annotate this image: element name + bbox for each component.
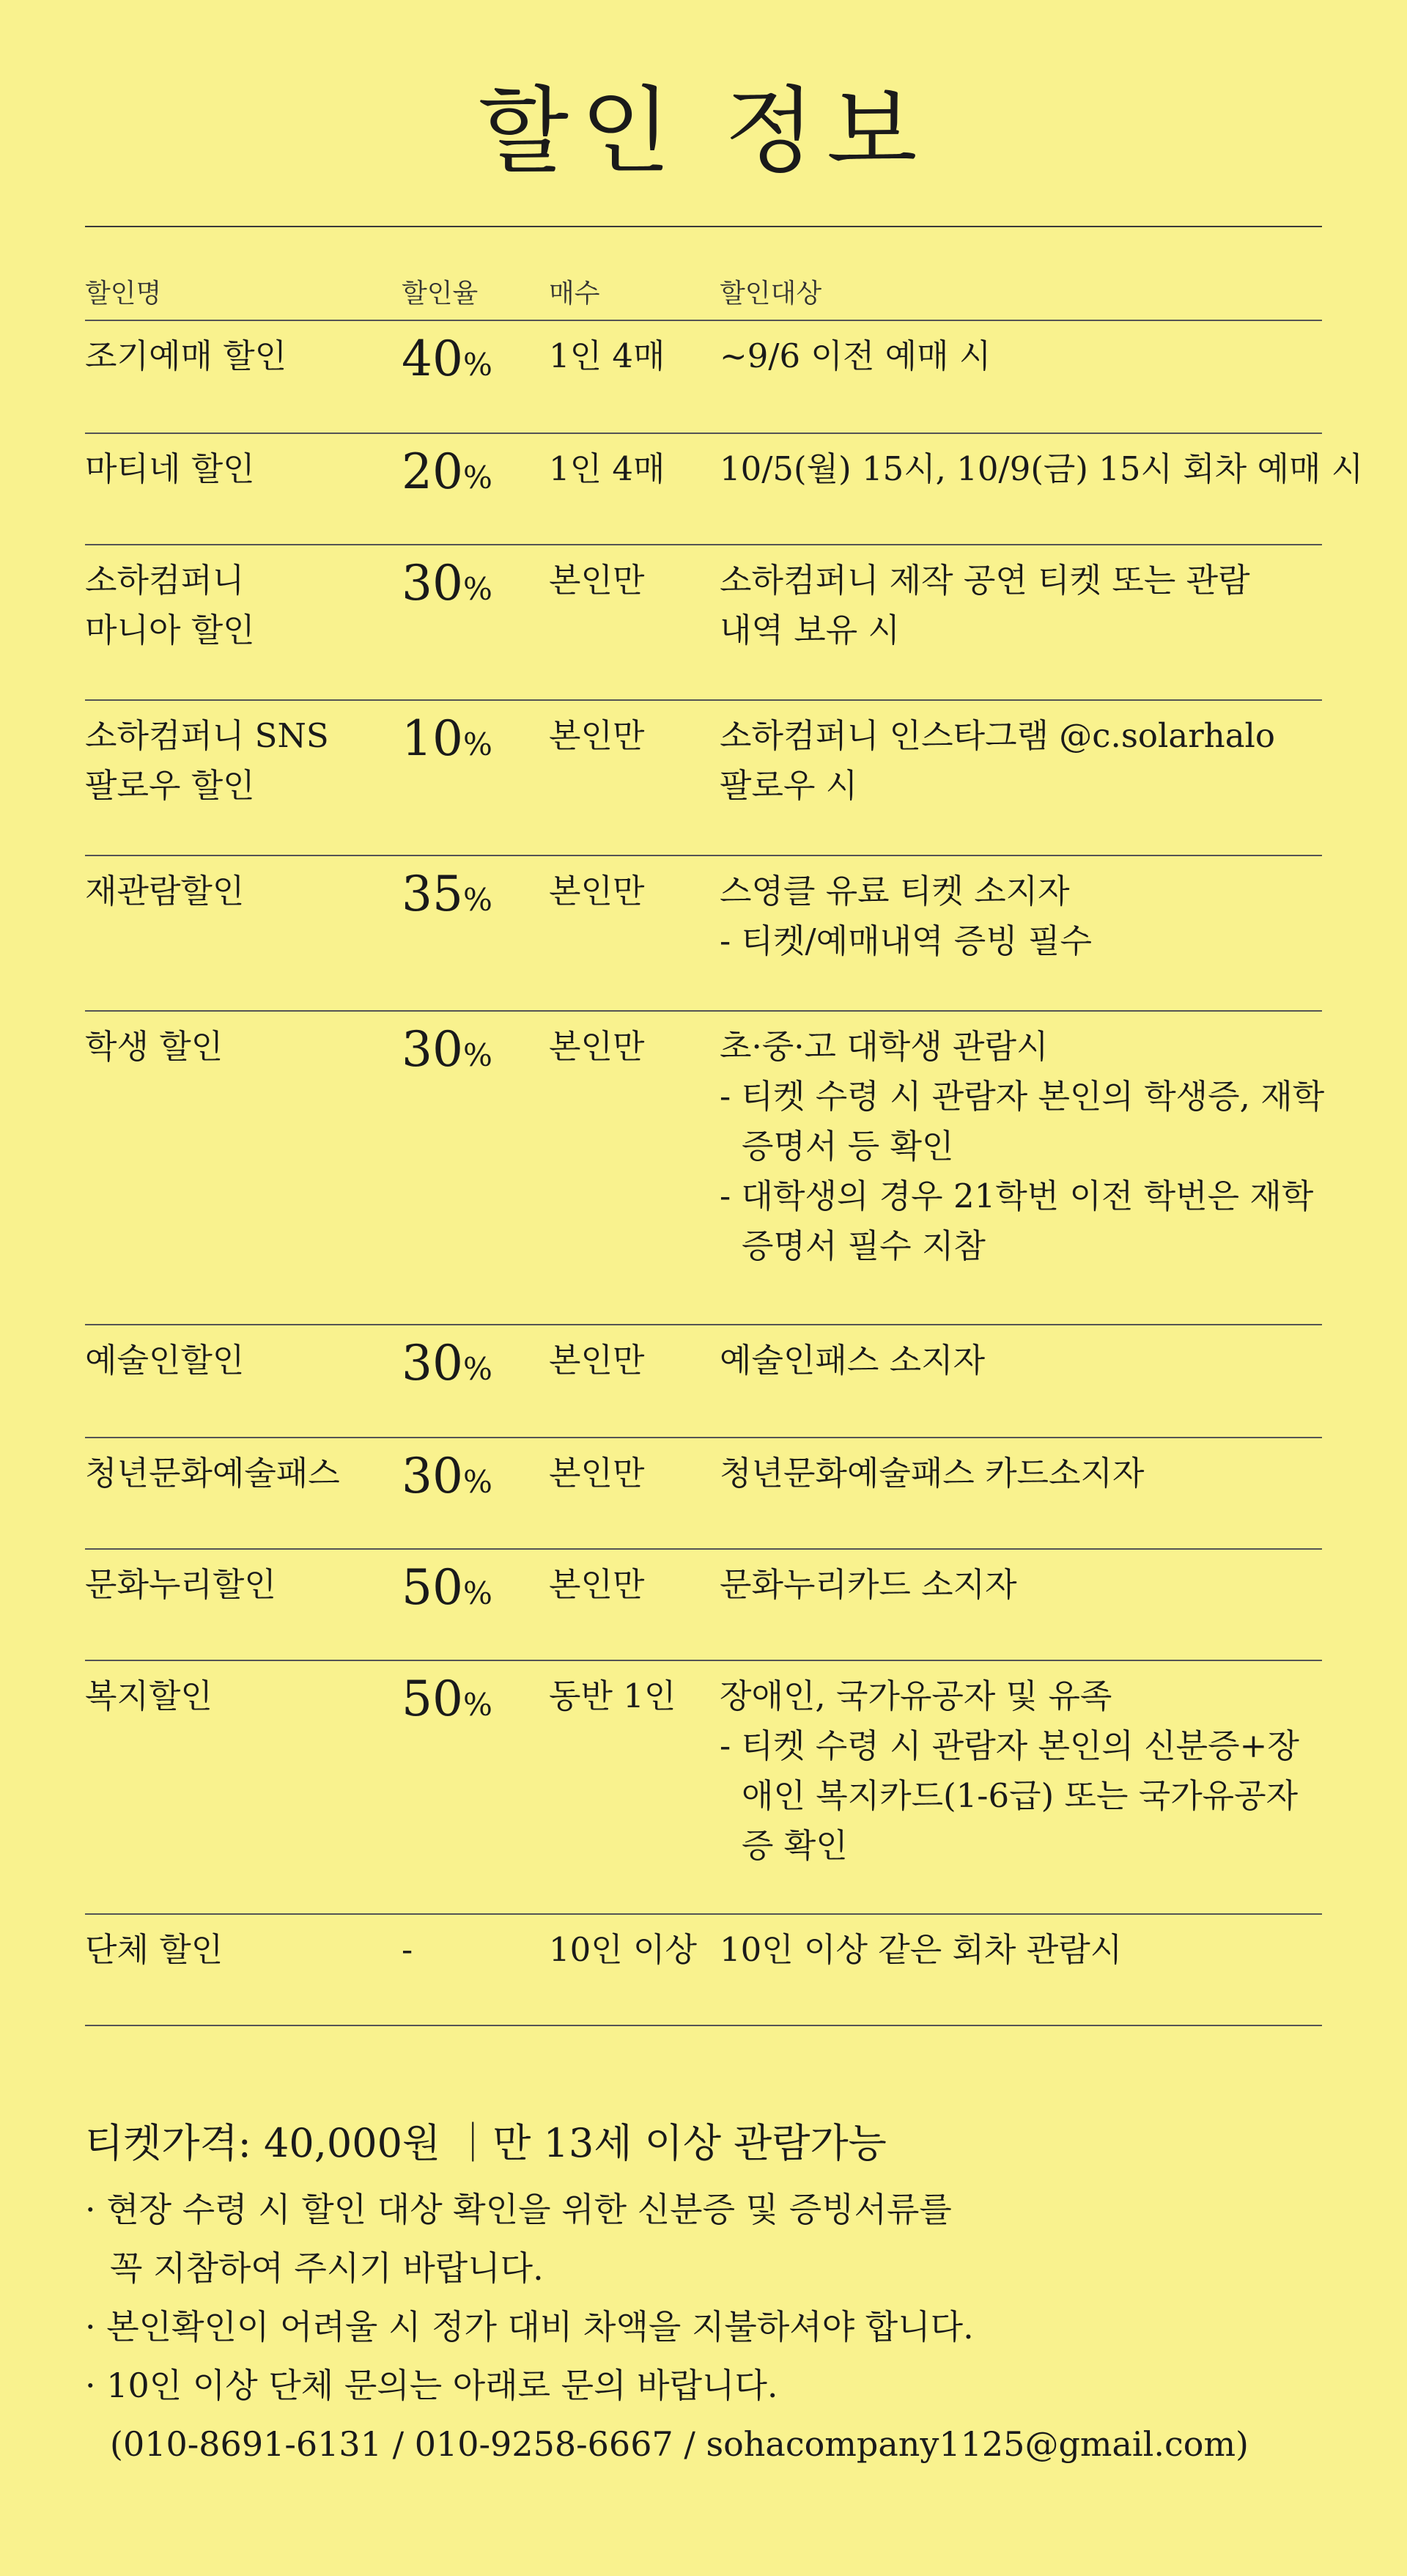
discount-target-note: - 티켓 수령 시 관람자 본인의 신분증+장애인 복지카드(1-6급) 또는 국가유공자증 확인: [720, 1726, 1299, 1865]
page-title: 할인 정보: [478, 77, 929, 186]
discount-target-line: 소하컴퍼니 제작 공연 티켓 또는 관람: [720, 561, 1250, 600]
discount-target-line: 장애인, 국가유공자 및 유족: [720, 1677, 1112, 1715]
table-row: [85, 433, 1364, 545]
discount-rate-value: 35: [402, 866, 463, 922]
table-row: [85, 544, 1322, 701]
header-name: 할인명: [85, 279, 162, 309]
discount-rate: [402, 1671, 541, 1730]
discount-target-note: - 티켓 수령 시 관람자 본인의 학생증, 재학증명서 등 확인: [720, 1077, 1325, 1166]
discount-name-line: 재관람할인: [85, 872, 245, 910]
discount-rate-unit: %: [462, 347, 492, 383]
discount-name: [85, 1925, 393, 1975]
discount-rate-value: 10: [402, 710, 463, 767]
discount-name: [85, 331, 393, 381]
discount-name: [85, 1449, 393, 1498]
discount-rate: [402, 331, 541, 390]
table-row: [85, 1437, 1322, 1550]
discount-name: [85, 1022, 393, 1072]
ticket-price: 티켓가격: 40,000원 ｜만 13세 이상 관람가능: [85, 2120, 887, 2166]
notice-item: [85, 2356, 1331, 2473]
discount-count: 1인 4매: [549, 336, 665, 375]
discount-rate-value: 30: [402, 555, 463, 611]
discount-rate: [402, 555, 541, 614]
discount-target: [720, 331, 1328, 381]
discount-target-line: 내역 보유 시: [720, 611, 900, 649]
notice-text: · 본인확인이 어려울 시 정가 대비 차액을 지불하셔야 합니다.: [85, 2307, 974, 2347]
discount-target-line: 10/5(월) 15시, 10/9(금) 15시 회차 예매 시: [720, 449, 1364, 488]
title-divider: [85, 226, 1322, 227]
discount-count: 본인만: [549, 561, 645, 600]
discount-name-line: 청년문화예술패스: [85, 1454, 340, 1493]
discount-rate: [402, 1925, 541, 1975]
discount-target-line: 문화누리카드 소지자: [720, 1565, 1017, 1604]
discount-count: 동반 1인: [549, 1677, 676, 1715]
discount-target-line: 초·중·고 대학생 관람시: [720, 1027, 1049, 1066]
notice-item: [85, 2180, 1331, 2297]
discount-target: [720, 1560, 1328, 1610]
table-row: [85, 1324, 1322, 1438]
table-row: [85, 1913, 1322, 2026]
discount-rate-unit: %: [462, 571, 492, 607]
discount-target-line: ~9/6 이전 예매 시: [720, 336, 991, 375]
table-row: [85, 1660, 1322, 1915]
discount-name-line: 마티네 할인: [85, 449, 255, 488]
table-header: [85, 273, 1322, 317]
discount-target: [720, 1449, 1328, 1498]
table-row: [85, 1548, 1322, 1661]
discount-count: 본인만: [549, 1027, 645, 1066]
notice-text: · 현장 수령 시 할인 대상 확인을 위한 신분증 및 증빙서류를: [85, 2190, 952, 2229]
discount-count: 본인만: [549, 716, 645, 755]
discount-name: [85, 711, 393, 811]
discount-rate-unit: %: [462, 1351, 492, 1387]
notice-text: · 10인 이상 단체 문의는 아래로 문의 바랍니다.: [85, 2366, 778, 2405]
discount-rate-value: 30: [402, 1448, 463, 1504]
notice-text-continued: 꼭 지참하여 주시기 바랍니다.: [110, 2248, 544, 2288]
header-rate: 할인율: [402, 279, 479, 309]
discount-rate: [402, 710, 541, 770]
discount-target-line: 10인 이상 같은 회차 관람시: [720, 1930, 1123, 1969]
discount-rate-unit: %: [462, 460, 492, 496]
discount-rate: [402, 1559, 541, 1619]
discount-target: [720, 1022, 1328, 1271]
discount-target: [720, 866, 1328, 966]
header-count: 매수: [549, 279, 600, 309]
discount-target: [720, 556, 1328, 655]
discount-rate-value: 50: [402, 1559, 463, 1616]
discount-name-line: 소하컴퍼니: [85, 561, 245, 600]
discount-name: [85, 1671, 393, 1721]
discount-name: [85, 556, 393, 655]
discount-target: [720, 444, 1364, 494]
discount-target-line: 스영클 유료 티켓 소지자: [720, 872, 1070, 910]
discount-name-line: 예술인할인: [85, 1341, 245, 1380]
discount-target-line: 예술인패스 소지자: [720, 1341, 986, 1380]
discount-rate-value: 30: [402, 1335, 463, 1391]
discount-rate-value: 40: [402, 331, 463, 387]
discount-target: [720, 711, 1328, 811]
discount-rate-unit: %: [462, 1464, 492, 1500]
discount-count: 본인만: [549, 1341, 645, 1380]
discount-count: 본인만: [549, 872, 645, 910]
discount-name: [85, 1560, 393, 1610]
notice-text-continued: (010-8691-6131 / 010-9258-6667 / sohacompany1125@gmail.com): [110, 2424, 1249, 2464]
discount-target-note: - 티켓/예매내역 증빙 필수: [720, 921, 1092, 960]
discount-name: [85, 444, 393, 494]
discount-count: 본인만: [549, 1454, 645, 1493]
discount-rate-value: -: [402, 1930, 413, 1969]
discount-name-line: 단체 할인: [85, 1930, 224, 1969]
discount-target-line: 소하컴퍼니 인스타그램 @c.solarhalo: [720, 716, 1276, 755]
discount-name: [85, 1336, 393, 1385]
discount-target: [720, 1336, 1328, 1385]
discount-target: [720, 1925, 1328, 1975]
discount-rate-unit: %: [462, 1687, 492, 1723]
discount-target-line: 청년문화예술패스 카드소지자: [720, 1454, 1145, 1493]
table-bottom-divider: [85, 2025, 1322, 2026]
discount-rate: [402, 444, 541, 503]
discount-name-line: 팔로우 할인: [85, 766, 255, 805]
table-row: [85, 699, 1322, 856]
notes-section: [85, 2114, 1331, 2473]
discount-name: [85, 866, 393, 916]
discount-name-line: 소하컴퍼니 SNS: [85, 716, 329, 755]
discount-rate-value: 20: [402, 444, 463, 500]
header-target: 할인대상: [720, 279, 822, 309]
discount-rate-unit: %: [462, 1037, 492, 1073]
discount-rate-value: 50: [402, 1671, 463, 1727]
discount-rate: [402, 866, 541, 925]
notice-item: [85, 2297, 1331, 2356]
discount-count: 1인 4매: [549, 449, 665, 488]
discount-name-line: 마니아 할인: [85, 611, 255, 649]
discount-target: [720, 1671, 1328, 1871]
discount-name-line: 문화누리할인: [85, 1565, 276, 1604]
discount-count: 10인 이상: [549, 1930, 697, 1969]
discount-rate: [402, 1021, 541, 1081]
table-row: [85, 855, 1322, 1012]
discount-name-line: 조기예매 할인: [85, 336, 287, 375]
discount-name-line: 학생 할인: [85, 1027, 224, 1066]
discount-count: 본인만: [549, 1565, 645, 1604]
notes-list: [85, 2180, 1331, 2473]
discount-rate-unit: %: [462, 726, 492, 762]
table-row: [85, 320, 1322, 434]
discount-target-note: - 대학생의 경우 21학번 이전 학번은 재학증명서 필수 지참: [720, 1177, 1314, 1265]
discount-rate: [402, 1448, 541, 1507]
table-row: [85, 1010, 1325, 1325]
discount-target-line: 팔로우 시: [720, 766, 858, 805]
discount-rate: [402, 1335, 541, 1394]
discount-rate-value: 30: [402, 1021, 463, 1078]
discount-rate-unit: %: [462, 882, 492, 918]
discount-rate-unit: %: [462, 1575, 492, 1611]
discount-name-line: 복지할인: [85, 1677, 213, 1715]
